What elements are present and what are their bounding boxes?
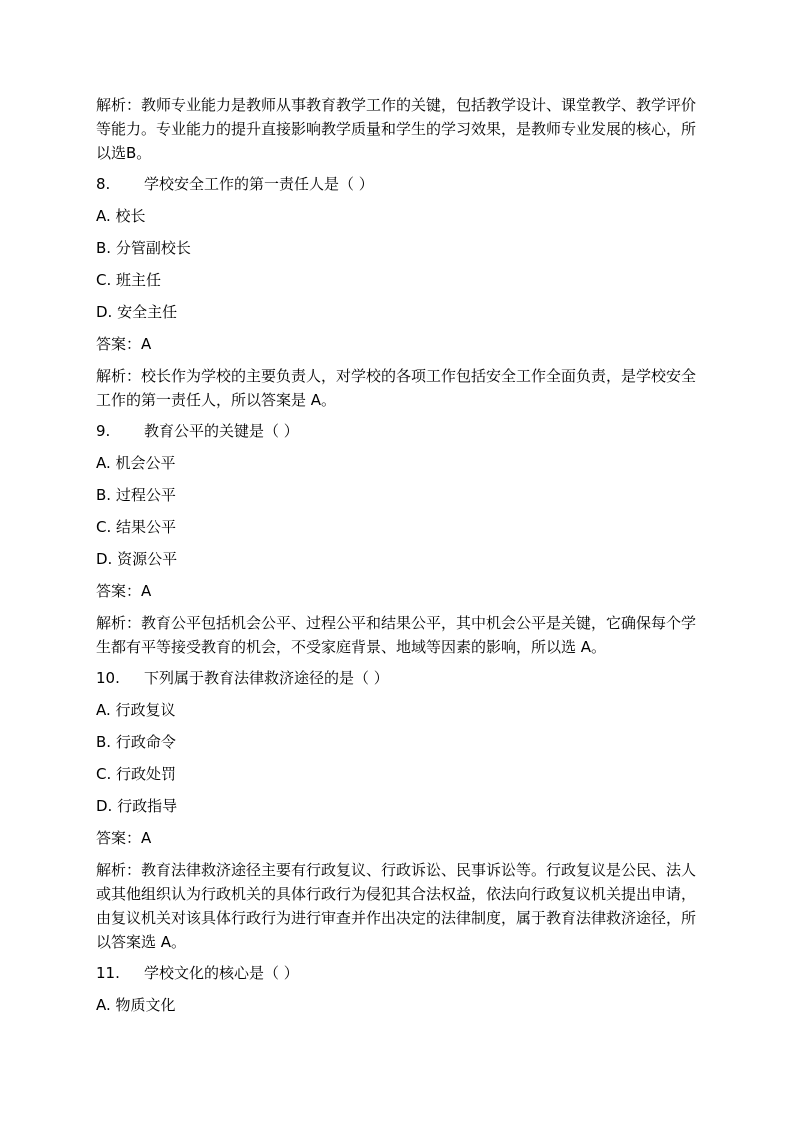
question-number: 9. bbox=[96, 422, 111, 440]
question-text: 教育公平的关键是（ ） bbox=[144, 422, 299, 440]
question-8 bbox=[96, 172, 702, 196]
option-a: A. 行政复议 bbox=[96, 701, 176, 719]
option-a: A. 物质文化 bbox=[96, 996, 176, 1014]
explanation: 解析：教育法律救济途径主要有行政复议、行政诉讼、民事诉讼等。行政复议是公民、法人或其他组织认为行政机关的具体行政行为侵犯其合法权益，依法向行政复议机关提出申请，由复议机关对该具体行政行为进行审查并作出决定的法律制度，属于教育法律救济途径，所以答案选 A。 bbox=[96, 861, 697, 951]
option-c: C. 班主任 bbox=[96, 271, 162, 289]
option-a: A. 机会公平 bbox=[96, 454, 176, 472]
answer: 答案：A bbox=[96, 582, 152, 600]
question-9 bbox=[96, 419, 702, 443]
question-text: 学校安全工作的第一责任人是（ ） bbox=[144, 175, 374, 193]
question-number: 8. bbox=[96, 175, 111, 193]
option-c: C. 结果公平 bbox=[96, 518, 177, 536]
explanation: 解析：教育公平包括机会公平、过程公平和结果公平，其中机会公平是关键，它确保每个学生都有平等接受教育的机会，不受家庭背景、地域等因素的影响，所以选 A。 bbox=[96, 614, 697, 656]
question-11 bbox=[96, 961, 702, 985]
option-b: B. 行政命令 bbox=[96, 733, 176, 751]
question-number: 11. bbox=[96, 964, 120, 982]
option-d: D. 资源公平 bbox=[96, 550, 178, 568]
option-d: D. 安全主任 bbox=[96, 303, 178, 321]
option-d: D. 行政指导 bbox=[96, 797, 178, 815]
option-b: B. 过程公平 bbox=[96, 486, 176, 504]
explanation-q7: 解析：教师专业能力是教师从事教育教学工作的关键，包括教学设计、课堂教学、教学评价等能力。专业能力的提升直接影响教学质量和学生的学习效果，是教师专业发展的核心，所以选B。 bbox=[96, 96, 697, 162]
document-body bbox=[96, 93, 702, 1025]
answer: 答案：A bbox=[96, 335, 152, 353]
option-c: C. 行政处罚 bbox=[96, 765, 177, 783]
question-text: 学校文化的核心是（ ） bbox=[144, 964, 299, 982]
question-10 bbox=[96, 666, 702, 690]
explanation: 解析：校长作为学校的主要负责人，对学校的各项工作包括安全工作全面负责，是学校安全工作的第一责任人，所以答案是 A。 bbox=[96, 367, 697, 409]
question-text: 下列属于教育法律救济途径的是（ ） bbox=[144, 669, 389, 687]
question-number: 10. bbox=[96, 669, 120, 687]
option-b: B. 分管副校长 bbox=[96, 239, 191, 257]
option-a: A. 校长 bbox=[96, 207, 146, 225]
answer: 答案：A bbox=[96, 829, 152, 847]
